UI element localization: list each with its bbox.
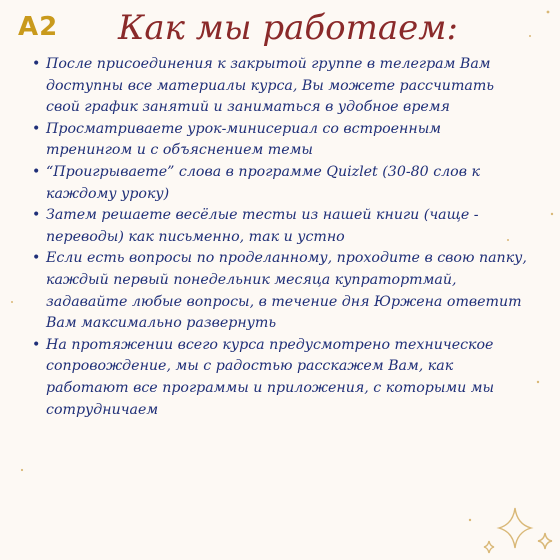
list-item: • После присоединения к закрытой группе в телеграм Вам доступны все материалы курса, Вы можете рассчитать свой график занятий и заниматься в удобное время <box>32 56 495 116</box>
list-item-text: “Проигрываете” слова в программе Quizlet (30-80 слов к каждому уроку) <box>46 163 480 202</box>
list-item-text: Затем решаете весёлые тесты из нашей книги (чаще - переводы) как письменно, так и устно <box>46 207 479 245</box>
level-badge: A2 <box>18 12 59 42</box>
list-item: • Просматриваете урок-минисериал со встроенным тренингом и с объяснением темы <box>32 120 442 159</box>
sparkle-dot-icon <box>469 519 471 521</box>
sparkle-dot-icon <box>529 35 531 37</box>
sparkle-dot-icon <box>547 11 550 14</box>
list-item-text: После присоединения к закрытой группе в телеграм Вам доступны все материалы курса, Вы можете рассчитать свой график занятий и заниматься в удобное время <box>46 56 495 116</box>
sparkle-dot-icon <box>551 213 553 215</box>
list-item: • На протяжении всего курса предусмотрено техническое сопровождение, мы с радостью расскажем Вам, как работают все программы и приложения, с которыми мы сотрудничаем <box>32 336 495 418</box>
sparkle-dot-icon <box>537 381 539 383</box>
sparkle-dot-icon <box>21 469 23 471</box>
list-item: • Если есть вопросы по проделанному, проходите в свою папку, каждый первый понедельник месяца купратортмай, задавайте любые вопросы, в течение дня Юржена ответит Вам максимально развернуть <box>32 250 527 332</box>
list-item-text: На протяжении всего курса предусмотрено техническое сопровождение, мы с радостью расскажем Вам, как работают все программы и приложения, с которыми мы сотрудничаем <box>46 336 495 418</box>
list-item: • “Проигрываете” слова в программе Quizlet (30-80 слов к каждому уроку) <box>32 163 480 202</box>
list-item-text: Просматриваете урок-минисериал со встроенным тренингом и с объяснением темы <box>46 120 442 159</box>
steps-list <box>30 54 530 421</box>
sparkle-star-icon <box>499 508 531 548</box>
list-item: • Затем решаете весёлые тесты из нашей книги (чаще - переводы) как письменно, так и устно <box>32 207 479 245</box>
list-item-text: Если есть вопросы по проделанному, проходите в свою папку, каждый первый понедельник месяца купратортмай, задавайте любые вопросы, в течение дня Юржена ответит Вам максимально развернуть <box>46 250 527 332</box>
page-title: Как мы работаем: <box>118 8 458 48</box>
sparkle-star-icon <box>538 533 552 549</box>
sparkle-star-icon <box>484 541 494 553</box>
sparkle-dot-icon <box>11 301 13 303</box>
